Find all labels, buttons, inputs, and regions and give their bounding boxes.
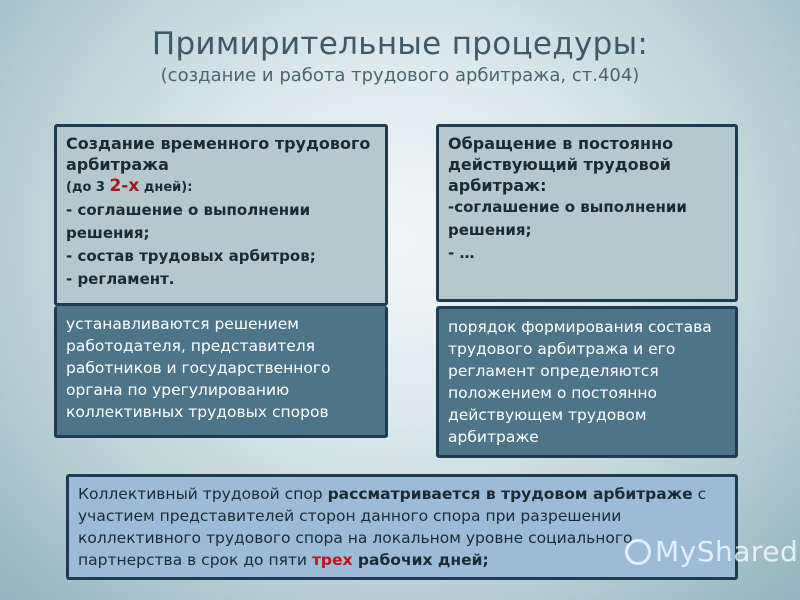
watermark-logo: MyShared	[625, 535, 798, 568]
slide-header	[0, 24, 800, 88]
temporary-arbitration-item: - состав трудовых арбитров;	[66, 247, 316, 265]
permanent-arbitration-item: -соглашение о выполнении решения;	[448, 198, 687, 239]
temporary-arbitration-box	[54, 124, 388, 306]
temporary-arbitration-item: - соглашение о выполнении решения;	[66, 201, 311, 242]
temporary-arbitration-item: - регламент.	[66, 270, 175, 288]
temporary-arbitration-title: Создание временного трудового арбитража	[66, 134, 371, 174]
temporary-arbitration-term: (до 3 2-х дней):	[66, 176, 193, 196]
permanent-arbitration-item: - …	[448, 244, 475, 262]
permanent-arbitration-title: Обращение в постоянно действующий трудовой арбитраж:	[448, 134, 674, 195]
permanent-arbitration-box	[436, 124, 738, 302]
slide-title: Примирительные процедуры:	[151, 26, 649, 62]
watermark-icon	[625, 539, 651, 565]
collective-dispute-text: Коллективный трудовой спор рассматривается в трудовом арбитраже с участием представителей сторон данного спора при разрешении коллективного трудового спора на локальном уровне социального партнерства в срок до пяти трех рабочих дней;	[78, 485, 707, 569]
permanent-arbitration-note-box	[436, 306, 738, 458]
permanent-arbitration-note: порядок формирования состава трудового арбитража и его регламент определяются положением о постоянно действующем трудовом арбитраже	[448, 318, 712, 446]
temporary-arbitration-note: устанавливаются решением работодателя, представителя работников и государственного органа по урегулированию коллективных трудовых споров	[66, 315, 331, 421]
temporary-arbitration-note-box	[54, 306, 388, 438]
slide-subtitle: (создание и работа трудового арбитража, ст.404)	[160, 65, 640, 86]
